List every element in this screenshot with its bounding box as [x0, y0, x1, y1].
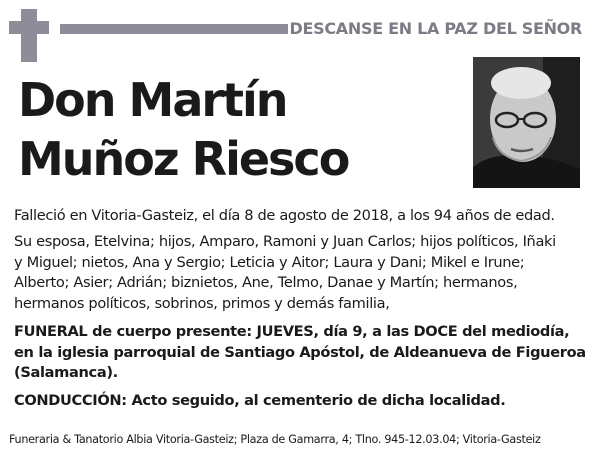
funeral-line: en la iglesia parroquial de Santiago Apóstol, de Aldeanueva de Figueroa — [14, 343, 586, 361]
family-line: hermanos políticos, sobrinos, primos y demás familia, — [14, 294, 390, 312]
conduccion-info: CONDUCCIÓN: Acto seguido, al cementerio de dicha localidad. — [14, 392, 506, 409]
header-title: DESCANSE EN LA PAZ DEL SEÑOR — [289, 19, 582, 38]
deceased-name-line2: Muñoz Riesco — [18, 132, 349, 186]
death-notice: Falleció en Vitoria-Gasteiz, el día 8 de agosto de 2018, a los 94 años de edad. — [14, 207, 555, 224]
family-line: Su esposa, Etelvina; hijos, Amparo, Ramoni y Juan Carlos; hijos políticos, Iñaki — [14, 233, 556, 250]
funeral-line: (Salamanca). — [14, 364, 118, 381]
deceased-photo — [473, 57, 580, 188]
family-line: y Miguel; nietos, Ana y Sergio; Leticia y Aitor; Laura y Dani; Mikel e Irune; — [14, 253, 525, 271]
footer-funeral-home: Funeraria & Tanatorio Albia Vitoria-Gasteiz; Plaza de Gamarra, 4; Tlno. 945-12.03.04; Vitoria-Gasteiz — [9, 433, 541, 446]
family-list — [14, 232, 589, 314]
family-line: Alberto; Asier; Adrián; biznietos, Ane, Telmo, Danae y Martín; hermanos, — [14, 274, 518, 291]
header-bar — [60, 24, 288, 34]
funeral-info — [14, 322, 589, 384]
deceased-name-line1: Don Martín — [18, 73, 287, 127]
funeral-line: FUNERAL de cuerpo presente: JUEVES, día 9, a las DOCE del mediodía, — [14, 323, 570, 340]
